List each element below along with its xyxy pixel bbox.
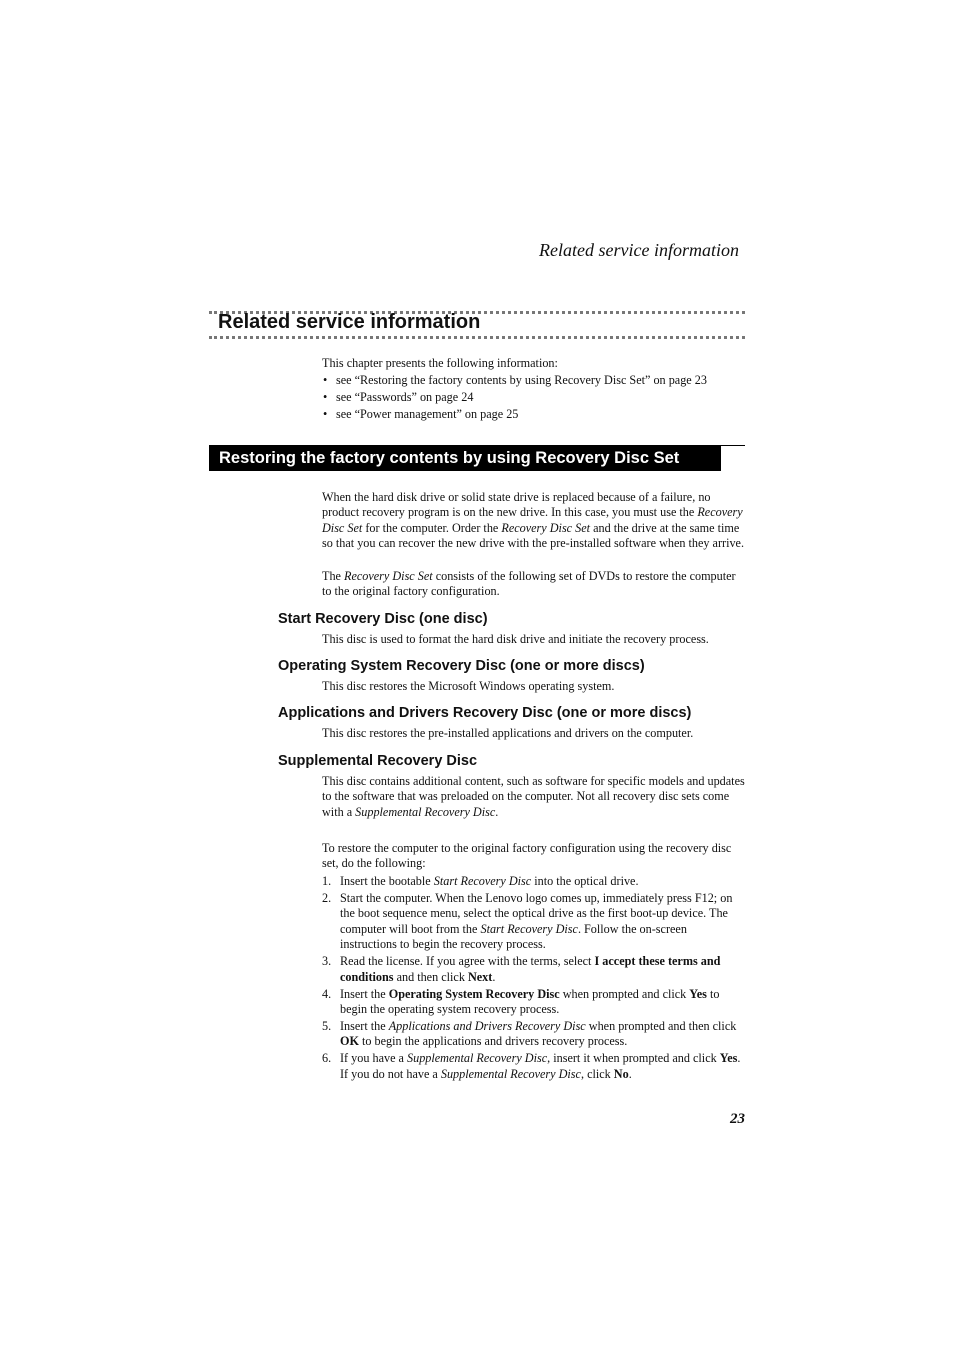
subsection-title-supplemental-disc: Supplemental Recovery Disc — [278, 753, 478, 769]
restore-step: 5. Insert the Applications and Drivers Recovery Disc when prompted and then click OK to begin the applications and drivers recovery process. — [322, 1019, 737, 1049]
intro-bullet-item: • see “Restoring the factory contents by using Recovery Disc Set” on page 23 — [322, 372, 707, 389]
restore-step: 6. If you have a Supplemental Recovery Disc, insert it when prompted and click Yes. If you do not have a Supplemental Recovery Disc, click No. — [322, 1051, 741, 1081]
section-paragraph-2: The Recovery Disc Set consists of the following set of DVDs to restore the computer to the original factory configuration. — [322, 569, 736, 599]
subsection-text-supplemental-disc: This disc contains additional content, such as software for specific models and updates to the software that was preloaded on the computer. Not all recovery disc sets come with a Supplemental Recovery Disc. — [322, 774, 745, 819]
chapter-title: Related service information — [218, 311, 481, 333]
intro-bullet-item: • see “Passwords” on page 24 — [322, 389, 707, 406]
restore-lead: To restore the computer to the original factory configuration using the recovery disc set, do the following: — [322, 841, 732, 871]
restore-step: 3. Read the license. If you agree with the terms, select I accept these terms and conditions and then click Next. — [322, 954, 721, 984]
subsection-text-apps-disc: This disc restores the pre-installed applications and drivers on the computer. — [322, 726, 694, 740]
restore-step: 1. Insert the bootable Start Recovery Disc into the optical drive. — [322, 874, 639, 888]
page-number: 23 — [730, 1111, 745, 1127]
intro-bullet-item: • see “Power management” on page 25 — [322, 406, 707, 423]
section-paragraph-1: When the hard disk drive or solid state drive is replaced because of a failure, no product recovery program is on the new drive. In this case, you must use the Recovery Disc Set for the computer. Order the Recovery Disc Set and the drive at the same time so that you can recover the new drive with the pre-installed software when they arrive. — [322, 490, 745, 551]
restore-steps-list — [322, 874, 746, 1084]
subsection-title-apps-disc: Applications and Drivers Recovery Disc (one or more discs) — [278, 705, 692, 721]
subsection-title-start-disc: Start Recovery Disc (one disc) — [278, 611, 488, 627]
section-title-banner: Restoring the factory contents by using Recovery Disc Set — [209, 446, 721, 471]
intro-bullet-list — [322, 372, 707, 423]
restore-step: 2. Start the computer. When the Lenovo logo comes up, immediately press F12; on the boot sequence menu, select the optical drive as the first boot-up device. The computer will boot from the Start Recovery Disc. Follow the on-screen instructions to begin the recovery process. — [322, 891, 733, 952]
subsection-title-os-disc: Operating System Recovery Disc (one or more discs) — [278, 658, 645, 674]
running-header: Related service information — [539, 240, 739, 260]
intro-lead: This chapter presents the following information: — [322, 356, 558, 370]
subsection-text-start-disc: This disc is used to format the hard disk drive and initiate the recovery process. — [322, 632, 709, 646]
subsection-text-os-disc: This disc restores the Microsoft Windows operating system. — [322, 679, 615, 693]
restore-step: 4. Insert the Operating System Recovery Disc when prompted and click Yes to begin the operating system recovery process. — [322, 986, 720, 1017]
title-rule-bottom — [209, 336, 745, 339]
